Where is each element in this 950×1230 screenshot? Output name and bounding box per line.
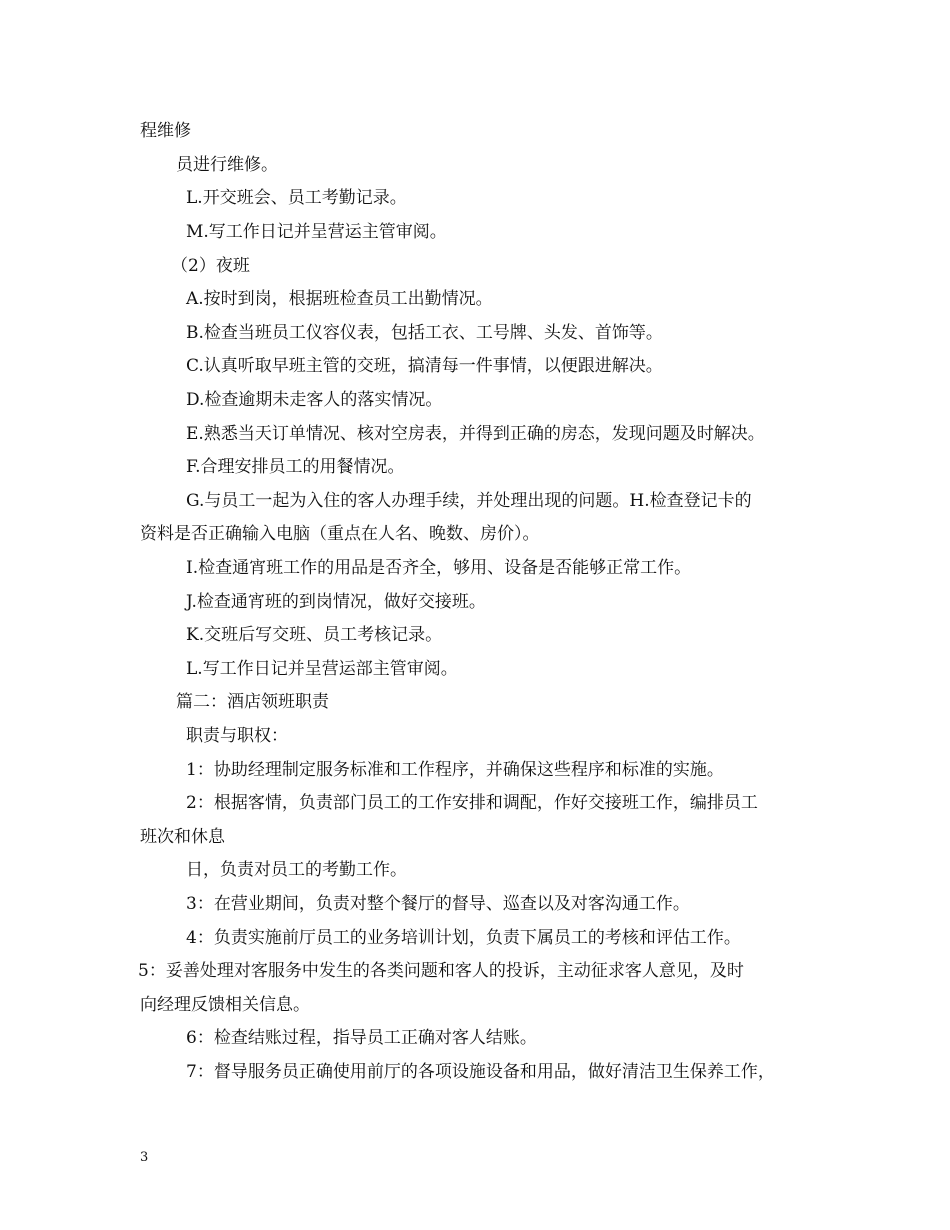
- text-line: L.开交班会、员工考勤记录。: [186, 188, 407, 208]
- text-line: 1：协助经理制定服务标准和工作程序，并确保这些程序和标准的实施。: [186, 760, 724, 780]
- text-line: 职责与职权：: [186, 726, 288, 746]
- text-line: 班次和休息: [140, 827, 225, 847]
- text-line: 5：妥善处理对客服务中发生的各类问题和客人的投诉，主动征求客人意见，及时: [138, 961, 744, 981]
- text-line: E.熟悉当天订单情况、核对空房表，并得到正确的房态，发现问题及时解决。: [186, 424, 765, 444]
- text-line: 4：负责实施前厅员工的业务培训计划，负责下属员工的考核和评估工作。: [186, 928, 741, 948]
- text-line: D.检查逾期未走客人的落实情况。: [186, 390, 443, 410]
- text-line: L.写工作日记并呈营运部主管审阅。: [186, 659, 458, 679]
- text-line: F.合理安排员工的用餐情况。: [186, 457, 405, 477]
- text-line: 向经理反馈相关信息。: [140, 995, 310, 1015]
- text-line: 日，负责对员工的考勤工作。: [186, 860, 407, 880]
- text-line: 6：检查结账过程，指导员工正确对客人结账。: [186, 1028, 537, 1048]
- text-line: 资料是否正确输入电脑（重点在人名、晚数、房价）。: [140, 524, 540, 544]
- text-line: K.交班后写交班、员工考核记录。: [186, 625, 443, 645]
- text-line: 程维修: [140, 121, 191, 141]
- text-line: M.写工作日记并呈营运主管审阅。: [186, 222, 447, 242]
- text-line: I.检查通宵班工作的用品是否齐全，够用、设备是否能够正常工作。: [186, 558, 692, 578]
- text-line: 2：根据客情，负责部门员工的工作安排和调配，作好交接班工作，编排员工: [186, 793, 758, 813]
- text-line: C.认真听取早班主管的交班，搞清每一件事情，以便跟进解决。: [186, 356, 663, 376]
- text-line: J.检查通宵班的到岗情况，做好交接班。: [186, 592, 486, 612]
- text-line: 7：督导服务员正确使用前厅的各项设施设备和用品，做好清洁卫生保养工作，: [186, 1062, 775, 1082]
- section-heading: （2）夜班: [171, 256, 250, 276]
- text-line: B.检查当班员工仪容仪表，包括工衣、工号牌、头发、首饰等。: [186, 323, 663, 343]
- text-line: A.按时到岗，根据班检查员工出勤情况。: [186, 289, 493, 309]
- text-line: 3：在营业期间，负责对整个餐厅的督导、巡查以及对客沟通工作。: [186, 894, 690, 914]
- text-line: 员进行维修。: [176, 155, 278, 175]
- page-number: 3: [140, 1150, 149, 1165]
- text-line: G.与员工一起为入住的客人办理手续，并处理出现的问题。H.检查登记卡的: [186, 491, 752, 511]
- section-heading: 篇二：酒店领班职责: [176, 692, 329, 712]
